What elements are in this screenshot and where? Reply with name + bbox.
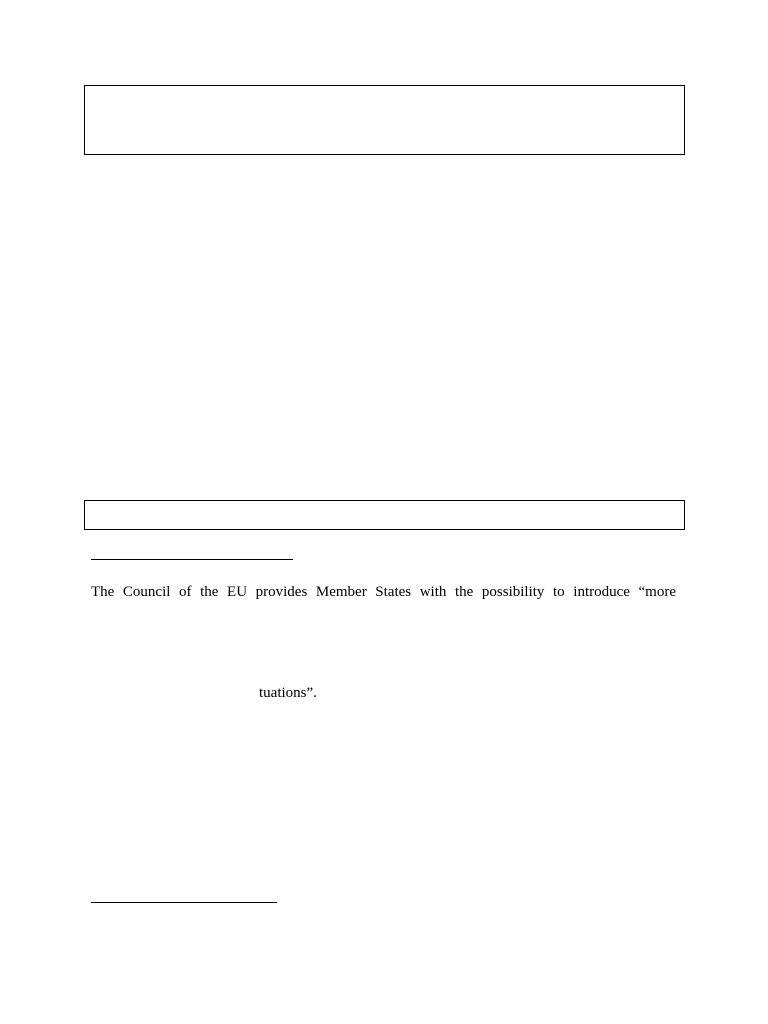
redacted-box-top bbox=[84, 85, 685, 155]
footnote-separator-bottom bbox=[91, 902, 277, 903]
footnote-text-line-2: tuations”. bbox=[259, 685, 317, 701]
redacted-box-middle bbox=[84, 500, 685, 530]
footnote-separator bbox=[91, 559, 293, 560]
footnote-text-line-1: The Council of the EU provides Member States with the possibility to introduce “more bbox=[91, 584, 676, 600]
